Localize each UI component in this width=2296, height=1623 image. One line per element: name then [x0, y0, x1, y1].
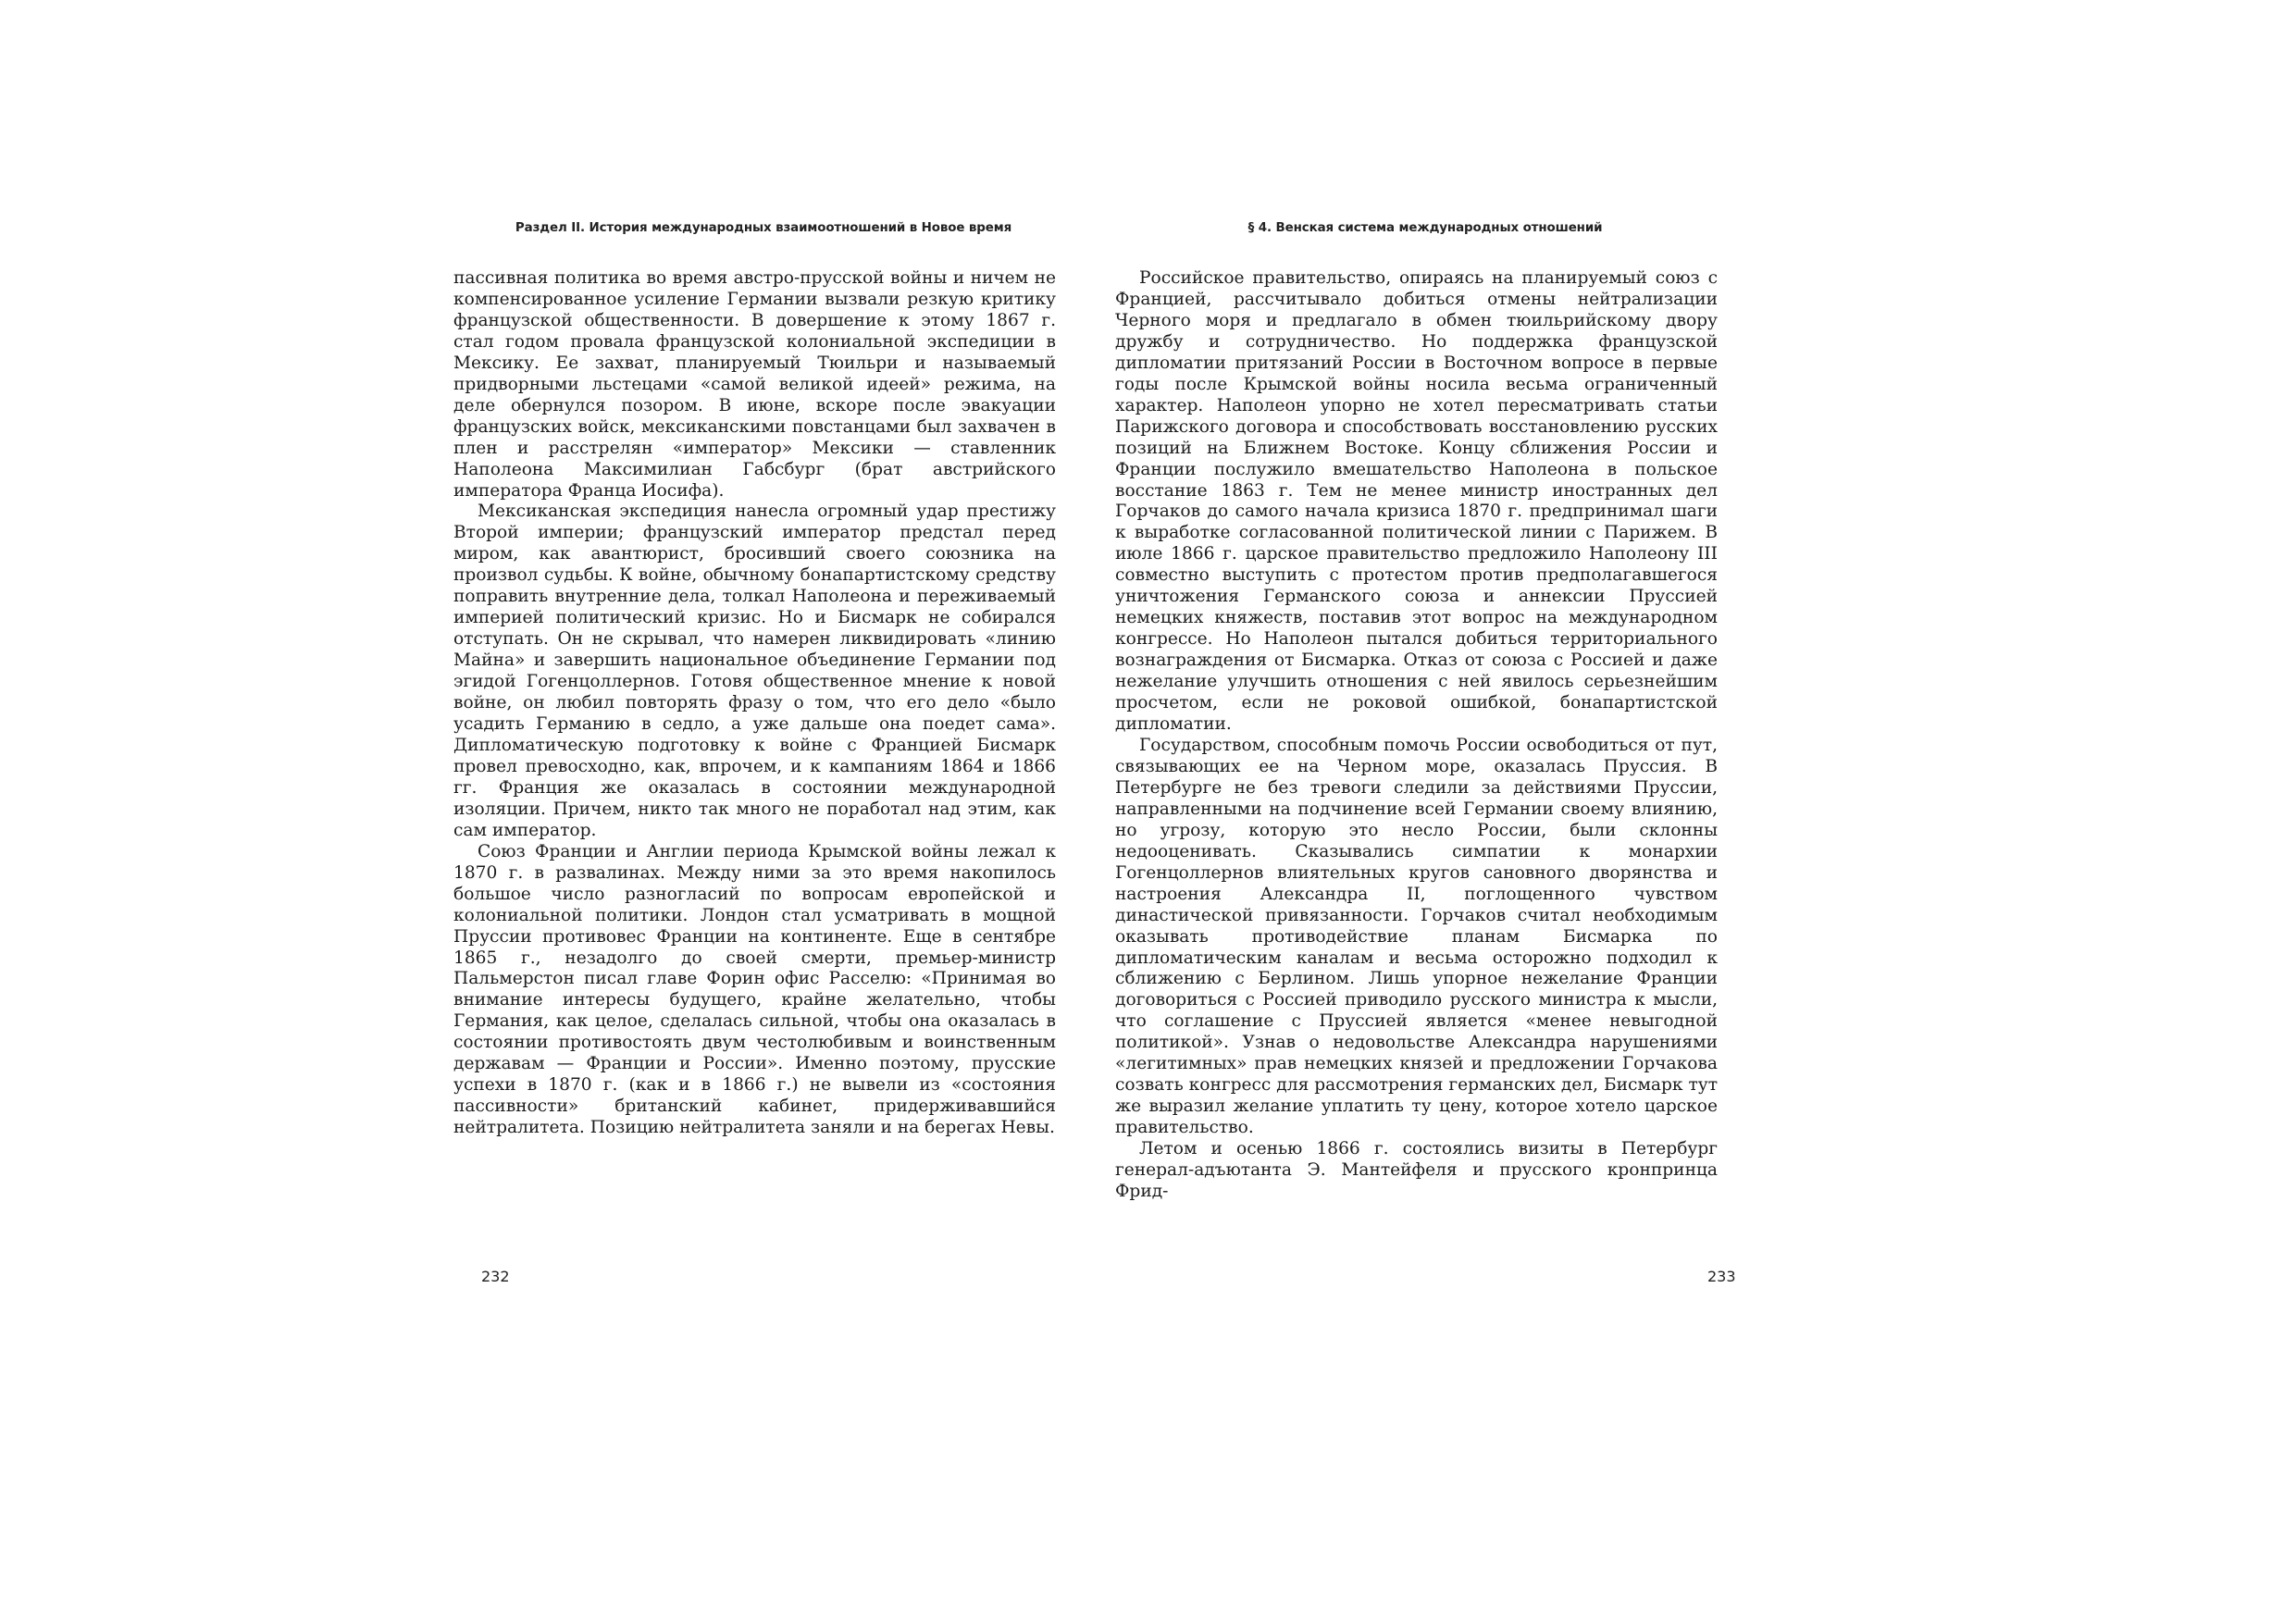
right-page — [1115, 0, 1763, 1623]
page-number-right: 233 — [1707, 1268, 1736, 1285]
page-number-left: 232 — [481, 1268, 510, 1285]
paragraph: Мексиканская экспедиция нанесла огромный удар престижу Второй империи; французский император предстал перед миром, как авантюрист, бросивший своего союзника на произвол судьбы. К войне, обычному бонапартистскому средству поправить внутренние дела, толкал Наполеона и переживаемый империей политический кризис. Но и Бисмарк не собирался отступать. Он не скрывал, что намерен ликвидировать «линию Майна» и завершить национальное объединение Германии под эгидой Гогенцоллернов. Готовя общественное мнение к новой войне, он любил повторять фразу о том, что его дело «было усадить Германию в седло, а уже дальше она поедет сама». Дипломатическую подготовку к войне с Францией Бисмарк провел превосходно, как, впрочем, и к кампаниям 1864 и 1866 гг. Франция же оказалась в состоянии международной изоляции. Причем, никто так много не поработал над этим, как сам император. — [453, 502, 1056, 840]
left-page — [453, 0, 1101, 1623]
paragraph: Государством, способным помочь России освободиться от пут, связывающих ее на Черном море, оказалась Пруссия. В Петербурге не без тревоги следили за действиями Пруссии, направленными на подчинение всей Германии своему влиянию, но угрозу, которую это несло России, были склонны недооценивать. Сказывались симпатии к монархии Гогенцоллернов влиятельных кругов сановного дворянства и настроения Александра II, поглощенного чувством династической привязанности. Горчаков считал необходимым оказывать противодействие планам Бисмарка по дипломатическим каналам и весьма осторожно подходил к сближению с Берлином. Лишь упорное нежелание Франции договориться с Россией приводило русского министра к мысли, что соглашение с Пруссией является «менее невыгодной политикой». Узнав о недовольстве Александра нарушениями «легитимных» прав немецких князей и предложении Горчакова созвать конгресс для рассмотрения германских дел, Бисмарк тут же выразил желание уплатить ту цену, которое хотело царское правительство. — [1115, 735, 1718, 1138]
left-page-body — [453, 268, 1056, 1139]
paragraph: Союз Франции и Англии периода Крымской войны лежал к 1870 г. в развалинах. Между ними за это время накопилось большое число разногласий по вопросам европейской и колониальной политики. Лондон стал усматривать в мощной Пруссии противовес Франции на континенте. Еще в сентябре 1865 г., незадолго до своей смерти, премьер-министр Пальмерстон писал главе Форин офис Расселю: «Принимая во внимание интересы будущего, крайне желательно, чтобы Германия, как целое, сделалась сильной, чтобы она оказалась в состоянии противостоять двум честолюбивым и воинственным державам — Франции и России». Именно поэтому, прусские успехи в 1870 г. (как и в 1866 г.) не вывели из «состояния пассивности» британский кабинет, придерживавшийся нейтралитета. Позицию нейтралитета заняли и на берегах Невы. — [453, 841, 1056, 1138]
paragraph: Российское правительство, опираясь на планируемый союз с Францией, рассчитывало добиться отмены нейтрализации Черного моря и предлагало в обмен тюильрийскому двору дружбу и сотрудничество. Но поддержка французской дипломатии притязаний России в Восточном вопросе в первые годы после Крымской войны носила весьма ограниченный характер. Наполеон упорно не хотел пересматривать статьи Парижского договора и способствовать восстановлению русских позиций на Ближнем Востоке. Концу сближения России и Франции послужило вмешательство Наполеона в польское восстание 1863 г. Тем не менее министр иностранных дел Горчаков до самого начала кризиса 1870 г. предпринимал шаги к выработке согласованной политической линии с Парижем. В июле 1866 г. царское правительство предложило Наполеону III совместно выступить с протестом против предполагавшегося уничтожения Германского союза и аннексии Пруссией немецких княжеств, поставив этот вопрос на международном конгрессе. Но Наполеон пытался добиться территориального вознаграждения от Бисмарка. Отказ от союза с Россией и даже нежелание улучшить отношения с ней явилось серьезнейшим просчетом, если не роковой ошибкой, бонапартистской дипломатии. — [1115, 268, 1718, 735]
running-head-left: Раздел II. История международных взаимоотношений в Новое время — [515, 221, 1012, 235]
paragraph: Летом и осенью 1866 г. состоялись визиты в Петербург генерал-адъютанта Э. Мантейфеля и прусского кронпринца Фрид- — [1115, 1139, 1718, 1201]
paragraph: пассивная политика во время австро-прусской войны и ничем не компенсированное усиление Германии вызвали резкую критику французской общественности. В довершение к этому 1867 г. стал годом провала французской колониальной экспедиции в Мексику. Ее захват, планируемый Тюильри и называемый придворными льстецами «самой великой идеей» режима, на деле обернулся позором. В июне, вскоре после эвакуации французских войск, мексиканскими повстанцами был захвачен в плен и расстрелян «император» Мексики — ставленник Наполеона Максимилиан Габсбург (брат австрийского императора Франца Иосифа). — [453, 268, 1056, 501]
right-page-body — [1115, 268, 1718, 1203]
running-head-right: § 4. Венская система международных отношений — [1247, 221, 1603, 235]
